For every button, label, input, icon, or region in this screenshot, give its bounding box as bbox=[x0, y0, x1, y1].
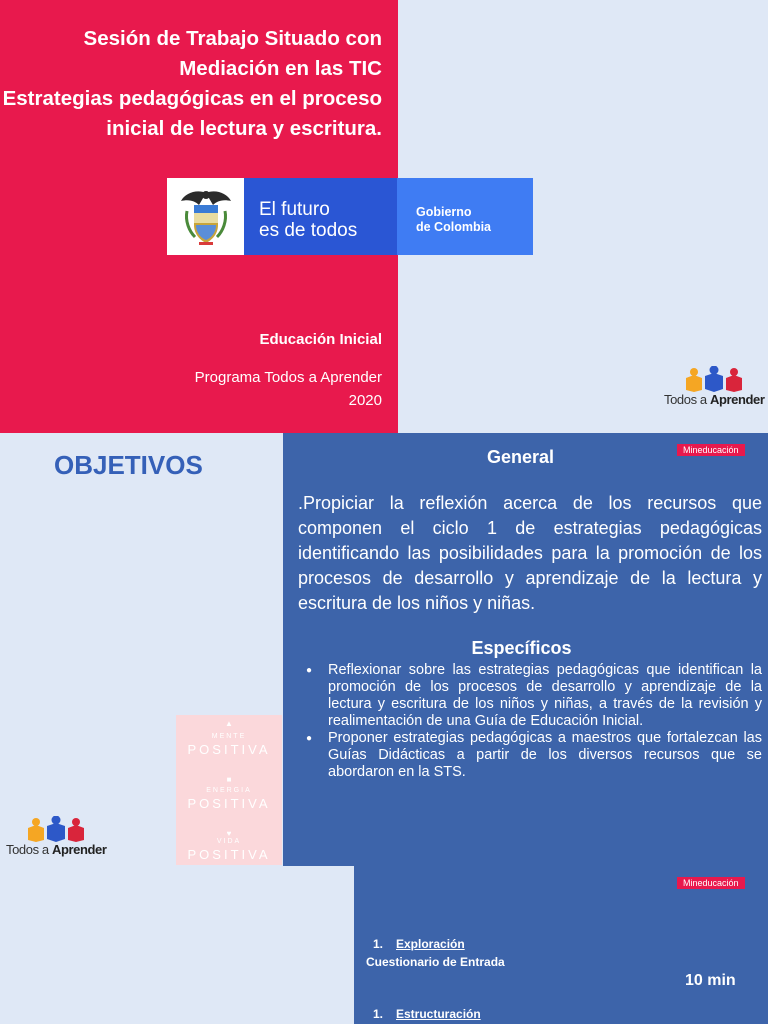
objectives-panel bbox=[283, 433, 768, 866]
logo-text-b: Aprender bbox=[709, 392, 765, 407]
heart-icon: ♥ bbox=[226, 829, 232, 838]
specific-list bbox=[303, 662, 762, 781]
banner-slogan bbox=[244, 178, 397, 255]
agenda-item-label: Exploración bbox=[396, 937, 465, 951]
banner-slogan-line: es de todos bbox=[259, 220, 358, 241]
agenda-item bbox=[373, 937, 465, 951]
positiva-word: POSITIVA bbox=[187, 796, 271, 811]
positiva-word: POSITIVA bbox=[187, 742, 271, 757]
agenda-sub-label: Cuestionario de Entrada bbox=[366, 955, 505, 969]
todos-a-aprender-logo bbox=[664, 366, 765, 407]
slide-agenda bbox=[0, 866, 768, 1024]
logo-text bbox=[6, 842, 107, 857]
logo-text-a: Todos a bbox=[6, 842, 52, 857]
positiva-word: POSITIVA bbox=[187, 847, 271, 862]
agenda-item bbox=[373, 1007, 481, 1021]
general-heading: General bbox=[486, 447, 555, 467]
cover-title bbox=[2, 24, 382, 144]
banner-government-line: de Colombia bbox=[416, 220, 492, 234]
specific-item: ● Reflexionar sobre las estrategias pedagógicas que identifican la promoción de los procesos de desarrollo y aprendizaje de la lectura y escritura de los niños y niñas, a través de la revisión y realimentación de una Guía de Educación Inicial. bbox=[303, 662, 762, 730]
agenda-time: 10 min bbox=[685, 972, 736, 989]
people-blocks-icon bbox=[18, 816, 94, 842]
banner-government bbox=[397, 178, 533, 255]
cover-title-line: Estrategias pedagógicas en el proceso bbox=[2, 87, 382, 110]
government-banner bbox=[167, 178, 533, 255]
positiva-mente: MENTE bbox=[211, 733, 247, 740]
positiva-energia: ENERGIA bbox=[206, 787, 252, 794]
todos-a-aprender-logo bbox=[6, 816, 107, 857]
logo-text bbox=[664, 392, 765, 407]
logo-text-b: Aprender bbox=[51, 842, 107, 857]
education-label: Educación Inicial bbox=[259, 331, 382, 348]
people-blocks-icon bbox=[676, 366, 752, 392]
positiva-vida: VIDA bbox=[216, 838, 242, 845]
general-text: .Propiciar la reflexión acerca de los recursos que componen el ciclo 1 de estrategias pedagógicas identificando las posibilidades para la promoción de los procesos de desarrollo y aprendizaje de la lectura y escritura de los niños y niñas. bbox=[298, 493, 762, 613]
cover-title-line: inicial de lectura y escritura. bbox=[106, 117, 382, 140]
mineducacion-badge: Mineducación bbox=[677, 877, 745, 889]
positive-mind-image bbox=[176, 715, 282, 865]
cover-title-line: Sesión de Trabajo Situado con bbox=[83, 27, 382, 50]
mineducacion-badge: Mineducación bbox=[677, 444, 745, 456]
banner-slogan-line: El futuro bbox=[259, 199, 330, 220]
agenda-item-label: Estructuración bbox=[396, 1007, 481, 1021]
cover-title-line: Mediación en las TIC bbox=[179, 57, 382, 80]
slide-cover bbox=[0, 0, 768, 433]
lightbulb-icon: ▲ bbox=[225, 719, 233, 728]
coat-of-arms-icon bbox=[179, 187, 233, 247]
agenda-item-number: 1. bbox=[373, 1007, 384, 1021]
agenda-panel bbox=[354, 866, 768, 1024]
hand-icon: ■ bbox=[226, 775, 232, 784]
program-label bbox=[195, 366, 382, 412]
agenda-item-number: 1. bbox=[373, 937, 384, 951]
specific-heading: Específicos bbox=[471, 638, 572, 658]
coat-of-arms bbox=[167, 178, 244, 255]
banner-government-line: Gobierno bbox=[416, 205, 472, 219]
slide-objectives bbox=[0, 433, 768, 866]
logo-text-a: Todos a bbox=[664, 392, 710, 407]
program-year: 2020 bbox=[348, 392, 382, 409]
specific-item: ● Proponer estrategias pedagógicas a maestros que fortalezcan las Guías Didácticas a partir de los diversos recursos que se abordaron en la STS. bbox=[303, 730, 762, 781]
program-name: Programa Todos a Aprender bbox=[194, 369, 382, 386]
objectives-title: OBJETIVOS bbox=[54, 450, 203, 480]
